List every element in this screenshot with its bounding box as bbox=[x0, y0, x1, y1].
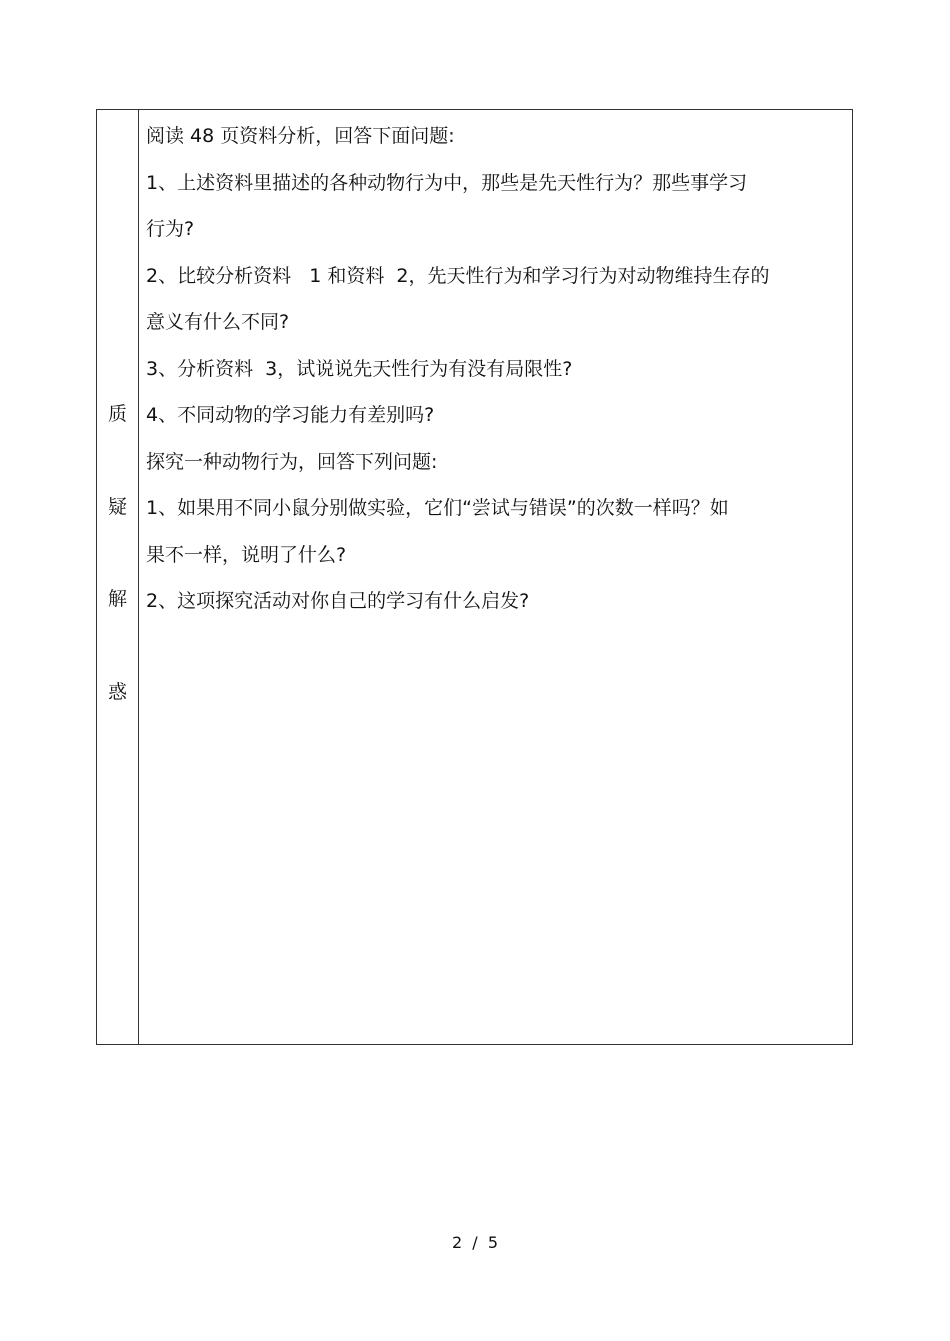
section-label-char: 质 bbox=[107, 403, 127, 425]
section-label-char: 疑 bbox=[107, 496, 127, 518]
content-line: 果不一样，说明了什么? bbox=[146, 543, 347, 566]
question-content bbox=[146, 124, 846, 636]
content-line: 1、如果用不同小鼠分别做实验，它们“尝试与错误”的次数一样吗？如 bbox=[146, 497, 729, 519]
content-line: 2、比较分析资料 1 和资料 2，先天性行为和学习行为对动物维持生存的 bbox=[146, 264, 770, 287]
section-label-char: 惑 bbox=[107, 681, 127, 703]
page-number: 2 / 5 bbox=[451, 1233, 499, 1252]
section-label-column bbox=[97, 110, 138, 1044]
content-line: 探究一种动物行为，回答下列问题: bbox=[146, 450, 438, 473]
content-line: 阅读 48 页资料分析，回答下面问题: bbox=[146, 125, 455, 147]
content-line: 2、这项探究活动对你自己的学习有什么启发? bbox=[146, 590, 530, 612]
content-line: 1、上述资料里描述的各种动物行为中，那些是先天性行为？那些事学习 bbox=[146, 171, 748, 194]
content-line: 意义有什么不同? bbox=[146, 311, 290, 333]
content-line: 3、分析资料 3，试说说先天性行为有没有局限性? bbox=[146, 357, 573, 380]
question-table bbox=[96, 109, 853, 1045]
column-divider bbox=[138, 110, 139, 1044]
section-label-char: 解 bbox=[107, 588, 127, 610]
content-line: 行为? bbox=[146, 218, 195, 240]
content-line: 4、不同动物的学习能力有差别吗? bbox=[146, 404, 435, 426]
